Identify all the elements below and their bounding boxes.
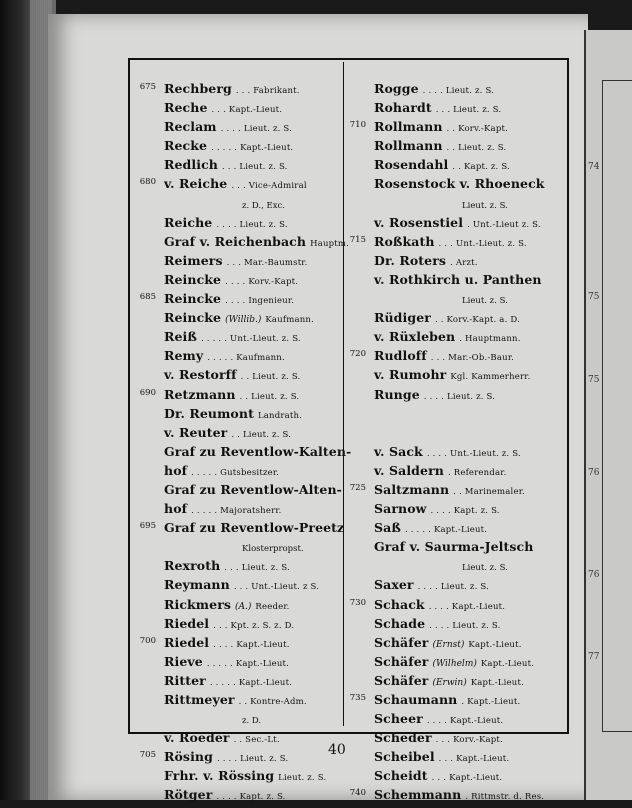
directory-entry: [349, 116, 560, 135]
entry-name: Graf zu Reventlow-Preetz: [164, 520, 345, 536]
entry-occupation: . . Sec.-Lt.: [233, 735, 280, 746]
directory-entry: [349, 345, 560, 364]
entry-name: Graf zu Reventlow-Kalten-: [164, 443, 352, 459]
entry-name: Rösing: [164, 749, 213, 765]
entry-given-name: (Wilhelm): [432, 658, 477, 669]
entry-continuation: Klosterpropst.: [242, 544, 304, 555]
entry-occupation: Kgl. Kammerherr.: [450, 372, 531, 383]
directory-entry: [352, 212, 560, 231]
entry-number: 740: [349, 788, 366, 799]
entry-occupation: . . . . . Kapt.-Lieut.: [209, 677, 293, 688]
entry-occupation: . . . Unt.-Lieut. z. S.: [438, 238, 527, 249]
entry-name: v. Reuter: [164, 424, 228, 440]
entry-occupation: Kapt.-Lieut.: [468, 639, 522, 650]
entry-occupation: . . . Lieut. z. S.: [221, 162, 288, 173]
entry-name: Rexroth: [164, 558, 221, 574]
directory-entry: [352, 632, 560, 651]
entry-name: Scheer: [374, 711, 423, 727]
entry-occupation: . . Lieut. z. S.: [231, 429, 292, 440]
entry-occupation: . Referendar.: [447, 467, 507, 478]
directory-entry: [352, 269, 560, 288]
directory-entry: [352, 765, 560, 784]
entry-occupation: . . . Mar.-Baumstr.: [226, 257, 308, 268]
directory-entry: [352, 326, 560, 345]
entry-number: 715: [349, 234, 366, 245]
directory-entry: [349, 231, 560, 250]
directory-entry: [352, 536, 560, 555]
directory-entry: [352, 517, 560, 536]
entry-occupation: Kapt.-Lieut.: [470, 677, 524, 688]
directory-entry: [349, 479, 560, 498]
directory-entry: [142, 613, 338, 632]
entry-number: 730: [349, 597, 366, 608]
entry-continuation: Lieut. z. S.: [462, 200, 508, 211]
adjacent-page-number: 75: [588, 292, 600, 302]
entry-name: hof: [164, 462, 188, 478]
directory-entry: [139, 517, 345, 536]
entry-name: v. Rüxleben: [374, 329, 456, 345]
entry-occupation: Kaufmann.: [265, 315, 314, 326]
directory-entry: [352, 307, 560, 326]
entry-name: Rickmers: [164, 596, 232, 612]
entry-name: Graf v. Reichenbach: [164, 233, 307, 249]
directory-entry: [352, 193, 560, 212]
directory-entry: [142, 364, 338, 383]
directory-entry: [352, 574, 560, 593]
entry-name: Reincke: [164, 271, 222, 287]
entry-name: hof: [164, 501, 188, 517]
entry-occupation: . . . . Kapt. z. S.: [430, 506, 500, 517]
entry-name: Rüdiger: [374, 310, 431, 326]
entry-name: v. Sack: [374, 443, 423, 459]
entry-name: Scheder: [374, 730, 432, 746]
directory-entry: [142, 479, 342, 498]
entry-name: Rötger: [164, 787, 213, 803]
entry-occupation: . Hauptmann.: [459, 334, 521, 345]
entry-name: Rollmann: [374, 119, 443, 135]
directory-entry: [142, 193, 338, 212]
directory-entry: [142, 345, 338, 364]
entry-name: Rohardt: [374, 100, 432, 116]
entry-name: Dr. Reumont: [164, 405, 254, 421]
entry-occupation: . . . . Unt.-Lieut. z. S.: [426, 448, 521, 459]
entry-name: v. Restorff: [164, 367, 237, 383]
directory-entry: [352, 403, 560, 422]
entry-occupation: . . . . Lieut. z. S.: [220, 124, 293, 135]
entry-occupation: . . . Fabrikant.: [235, 86, 300, 96]
entry-name: Redlich: [164, 157, 218, 173]
entry-name: v. Reiche: [164, 176, 228, 192]
entry-occupation: . . . . . Kaufmann.: [207, 353, 285, 364]
entry-name: Ritter: [164, 672, 206, 688]
adjacent-page-number: 76: [588, 468, 600, 478]
adjacent-page-number: 77: [588, 652, 600, 662]
directory-entry: [352, 78, 560, 97]
directory-entry: [352, 746, 560, 765]
entry-name: Rosendahl: [374, 157, 449, 173]
directory-entry: [142, 689, 338, 708]
directory-entry: [142, 784, 338, 803]
entry-number: 735: [349, 693, 366, 703]
directory-entry: [352, 173, 560, 192]
entry-occupation: . . Lieut. z. S.: [239, 391, 300, 402]
entry-occupation: . Unt.-Lieut z. S.: [467, 219, 541, 230]
entry-occupation: . . . Vice-Admiral: [231, 181, 307, 192]
directory-entry: [352, 441, 560, 460]
entry-occupation: . . . Unt.-Lieut. z S.: [233, 582, 320, 593]
directory-entry: [142, 326, 338, 345]
directory-entry: [352, 250, 560, 269]
entry-continuation: Lieut. z. S.: [462, 563, 508, 574]
entry-occupation: . . Kontre-Adm.: [238, 697, 307, 707]
entry-name: Roßkath: [374, 233, 435, 249]
entry-name: Retzmann: [164, 386, 236, 402]
entry-occupation: . . Marinemaler.: [453, 486, 525, 497]
entry-occupation: . . . Mar.-Ob.-Baur.: [430, 353, 515, 364]
adjacent-page-number: 75: [588, 375, 600, 385]
entry-name: Reclam: [164, 119, 217, 135]
entry-number: 695: [139, 521, 156, 532]
directory-entry: [352, 555, 560, 574]
directory-entry: [352, 708, 560, 727]
entry-name: v. Saldern: [374, 462, 444, 478]
entry-occupation: . . . . . Majoratsherr.: [191, 506, 282, 517]
entry-occupation: . . . . . Unt.-Lieut. z. S.: [201, 334, 301, 345]
entry-number: 690: [139, 387, 156, 398]
directory-entry: [349, 689, 560, 708]
entry-name: Saxer: [374, 577, 414, 593]
column-divider: [343, 62, 344, 726]
entry-occupation: . Rittmstr. d. Res.: [465, 792, 545, 803]
entry-number: 700: [139, 635, 156, 646]
entry-given-name: (Ernst): [432, 639, 465, 650]
directory-entry: [352, 498, 560, 517]
entry-continuation: Lieut. z. S.: [462, 296, 508, 307]
directory-entry: [142, 574, 338, 593]
entry-name: v. Rothkirch u. Panthen: [374, 271, 542, 287]
entry-given-name: (A.): [235, 601, 252, 612]
directory-entry: [352, 288, 560, 307]
entry-occupation: . . . . . Kapt.-Lieut.: [211, 143, 294, 154]
entry-continuation: z. D.: [242, 716, 262, 727]
entry-occupation: . . . . Lieut. z. S.: [423, 391, 496, 402]
entry-occupation: . . Kapt. z. S.: [452, 162, 510, 173]
entry-name: Saß: [374, 520, 401, 536]
entry-occupation: . . . . Kapt. z. S.: [216, 792, 286, 803]
entry-name: Reymann: [164, 577, 230, 593]
entry-occupation: Landrath.: [257, 410, 303, 421]
directory-entry: [139, 173, 338, 192]
entry-occupation: . . . . Kapt.-Lieut.: [426, 716, 504, 727]
directory-entry: [352, 154, 560, 173]
directory-entry: [142, 708, 338, 727]
entry-name: Reiche: [164, 214, 213, 230]
entry-number: 680: [139, 177, 156, 188]
directory-entry: [142, 116, 338, 135]
directory-entry: [142, 670, 338, 689]
entry-occupation: . . . Lieut. z. S.: [224, 563, 290, 574]
entry-number: 710: [349, 120, 366, 131]
entry-name: Frhr. v. Rössing: [164, 768, 275, 784]
adjacent-page-number: 74: [588, 162, 600, 172]
directory-entry: [352, 364, 560, 383]
entry-occupation: . . Korv.-Kapt. a. D.: [434, 315, 520, 326]
entry-occupation: Hauptm.: [310, 238, 350, 249]
entry-name: v. Rosenstiel: [374, 214, 464, 230]
entry-name: Remy: [164, 348, 204, 364]
entry-name: Schade: [374, 615, 426, 631]
directory-entry: [349, 594, 560, 613]
entry-name: Schemmann: [374, 787, 462, 803]
entry-name: Rechberg: [164, 81, 232, 96]
entry-name: Sarnow: [374, 501, 427, 517]
directory-entry: [352, 613, 560, 632]
entry-occupation: . . . . Lieut. z. S.: [417, 582, 490, 593]
entry-name: Rudloff: [374, 348, 427, 364]
entry-name: Graf zu Reventlow-Alten-: [164, 481, 342, 497]
adjacent-page-number: 76: [588, 570, 600, 580]
directory-entry: [139, 746, 338, 765]
entry-name: Reiß: [164, 329, 197, 345]
entry-name: Reincke: [164, 310, 222, 326]
entry-name: Saltzmann: [374, 481, 450, 497]
directory-entry: [142, 555, 338, 574]
directory-entry: [142, 231, 350, 250]
page-number: 40: [328, 742, 346, 758]
entry-name: Scheidt: [374, 768, 428, 784]
entry-occupation: . . . Kapt.-Lieut.: [431, 773, 503, 784]
entry-occupation: . . . . Kapt.-Lieut.: [428, 601, 506, 612]
entry-name: Rieve: [164, 653, 203, 669]
entry-occupation: . . . . Kapt.-Lieut.: [213, 639, 290, 650]
entry-name: v. Roeder: [164, 730, 230, 746]
entry-occupation: . Arzt.: [450, 257, 478, 268]
entry-name: Schaumann: [374, 692, 458, 707]
entry-occupation: . . . . . Kapt.-Lieut.: [206, 658, 290, 669]
entry-occupation: . . . . Korv.-Kapt.: [225, 276, 299, 287]
left-column: [139, 78, 352, 804]
entry-occupation: . . Korv.-Kapt.: [446, 124, 508, 135]
entry-number: 675: [139, 82, 156, 92]
entry-number: 725: [349, 482, 366, 493]
directory-entry: [142, 536, 338, 555]
entry-name: Reche: [164, 100, 208, 116]
entry-occupation: . . . Kpt. z. S. z. D.: [213, 620, 295, 631]
directory-entry: [142, 307, 338, 326]
entry-name: Schäfer: [374, 653, 429, 669]
entry-name: Dr. Roters: [374, 252, 447, 268]
entry-number: 720: [349, 349, 366, 360]
directory-entry: [352, 651, 560, 670]
entry-occupation: Reeder.: [255, 601, 290, 612]
directory-entry: [142, 422, 338, 441]
entry-name: Rosenstock v. Rhoeneck: [374, 176, 545, 192]
entry-name: Rittmeyer: [164, 692, 235, 707]
directory-entry: [142, 135, 338, 154]
entry-occupation: . . . . Lieut. z. S.: [216, 219, 288, 230]
entry-name: Schäfer: [374, 634, 429, 650]
entry-occupation: . . . Kapt.-Lieut.: [438, 754, 510, 765]
entry-occupation: . . . Kapt.-Lieut.: [211, 105, 283, 116]
directory-entry: [142, 441, 352, 460]
entry-name: Runge: [374, 386, 420, 402]
directory-entry: [142, 403, 338, 422]
directory-entry: [142, 594, 338, 613]
entry-occupation: Lieut. z. S.: [278, 773, 327, 784]
entry-name: Recke: [164, 138, 208, 154]
directory-entry: [142, 250, 338, 269]
directory-entry: [139, 384, 338, 403]
entry-number: 685: [139, 292, 156, 303]
entry-name: Riedel: [164, 615, 210, 631]
adjacent-page-frame: [602, 80, 632, 732]
directory-entry: [142, 154, 338, 173]
entry-name: Reimers: [164, 252, 223, 268]
entry-name: Schack: [374, 596, 425, 612]
entry-name: v. Rumohr: [374, 367, 447, 383]
adjacent-page: [584, 30, 632, 800]
entry-name: Rogge: [374, 81, 419, 96]
entry-occupation: . . . . Lieut. z. S.: [422, 86, 495, 96]
entry-name: Rollmann: [374, 138, 443, 154]
directory-entry: [352, 422, 560, 441]
entry-occupation: . . Lieut. z. S.: [240, 372, 301, 383]
entry-name: Schäfer: [374, 672, 429, 688]
directory-entry: [142, 651, 338, 670]
entry-number: 705: [139, 750, 156, 761]
entry-given-name: (Willib.): [225, 315, 262, 326]
entry-occupation: . . . Lieut. z. S.: [435, 105, 502, 116]
entry-continuation: z. D., Exc.: [242, 200, 285, 211]
entry-occupation: . . . . Lieut. z. S.: [429, 620, 501, 631]
directory-entry: [142, 97, 338, 116]
directory-entry: [352, 670, 560, 689]
directory-entry: [352, 384, 560, 403]
entry-occupation: . . . Korv.-Kapt.: [435, 735, 503, 746]
entry-name: Reincke: [164, 291, 222, 307]
directory-entry: [142, 460, 338, 479]
entry-occupation: Kapt.-Lieut.: [480, 658, 535, 669]
entry-occupation: . . . . Lieut. z. S.: [216, 754, 289, 765]
directory-entry: [142, 212, 338, 231]
directory-entry: [139, 632, 338, 651]
entry-occupation: . Kapt.-Lieut.: [461, 697, 521, 707]
entry-name: Riedel: [164, 634, 210, 650]
directory-entry: [139, 288, 338, 307]
entry-occupation: . . . . Ingenieur.: [225, 296, 295, 307]
directory-entry: [352, 97, 560, 116]
right-column: [349, 78, 560, 804]
entry-occupation: . . . . . Kapt.-Lieut.: [404, 525, 488, 536]
entry-given-name: (Erwin): [432, 677, 467, 688]
entry-occupation: . . . . . Gutsbesitzer.: [191, 467, 280, 478]
entry-name: Scheibel: [374, 749, 435, 765]
directory-entry: [142, 498, 338, 517]
directory-entry: [142, 765, 338, 784]
directory-entry: [352, 135, 560, 154]
directory-entry: [142, 269, 338, 288]
directory-entry: [349, 784, 560, 803]
directory-entry: [142, 727, 338, 746]
directory-entry: [139, 78, 338, 97]
entry-occupation: . . Lieut. z. S.: [446, 143, 507, 154]
directory-entry: [352, 727, 560, 746]
entry-name: Graf v. Saurma-Jeltsch: [374, 539, 534, 555]
directory-entry: [352, 460, 560, 479]
